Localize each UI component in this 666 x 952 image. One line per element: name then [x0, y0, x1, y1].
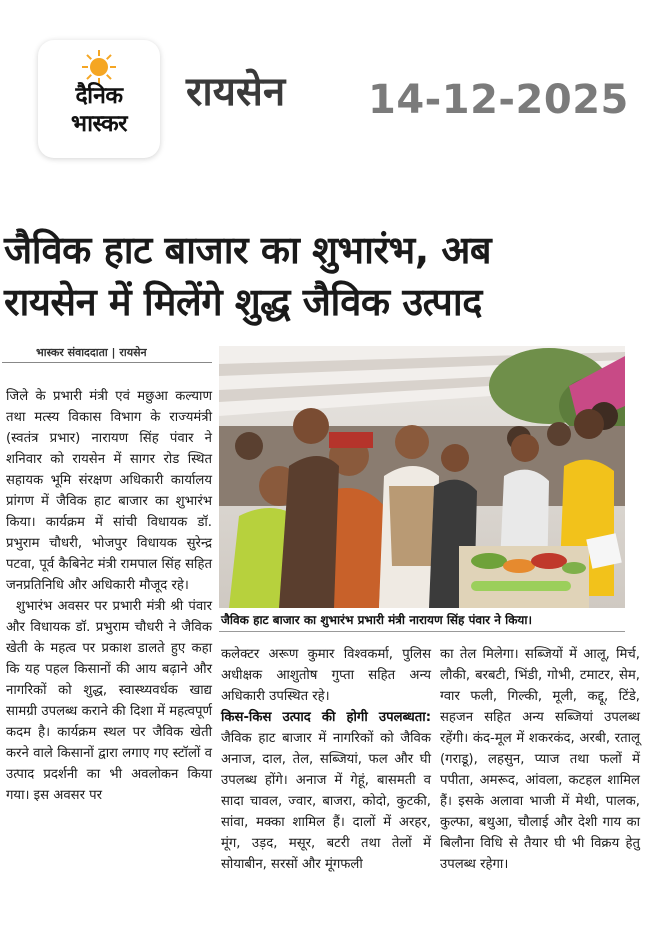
event-photo — [219, 346, 625, 608]
logo-text-bhaskar: भास्कर — [70, 111, 128, 137]
paragraph: कलेक्टर अरूण कुमार विश्वकर्मा, पुलिस अधीक्षक आशुतोष गुप्ता सहित अन्य अधिकारी उपस्थित रहे। — [221, 647, 431, 704]
paragraph: शुभारंभ अवसर पर प्रभारी मंत्री श्री पंवार और विधायक डॉ. प्रभुराम चौधरी ने जैविक खेती के महत्व पर प्रकाश डालते हुए कहा कि यह पहल किसानों की आय बढ़ाने और नागरिकों को शुद्ध, स्वास्थ्यवर्धक खाद्य सामग्री उपलब्ध कराने की दिशा में महत्वपूर्ण कदम है। कार्यक्रम स्थल पर जैविक खेती करने वाले किसानों द्वारा लगाए गए स्टॉलों व उत्पाद प्रदर्शनी का भी अवलोकन किया गया। इस अवसर पर — [6, 599, 212, 803]
article-column-1 — [6, 386, 212, 806]
section-subheading: किस-किस उत्पाद की होगी उपलब्धता: — [221, 710, 431, 725]
headline-line-2: रायसेन में मिलेंगे शुद्ध जैविक उत्पाद — [4, 280, 482, 324]
headline-line-1: जैविक हाट बाजार का शुभारंभ, अब — [4, 228, 492, 272]
paragraph: जिले के प्रभारी मंत्री एवं मछुआ कल्याण तथा मत्स्य विकास विभाग के राज्यमंत्री (स्वतंत्र प्रभार) नारायण सिंह पंवार ने शनिवार को रायसेन में सागर रोड स्थित सहायक भूमि संरक्षण अधिकारी कार्यालय प्रांगण में जैविक हाट बाजार का शुभारंभ किया। कार्यक्रम में सांची विधायक डॉ. प्रभुराम चौधरी, भोजपुर विधायक सुरेन्द्र पटवा, पूर्व कैबिनेट मंत्री रामपाल सिंह सहित जनप्रतिनिधि और अधिकारी मौजूद रहे। — [6, 389, 212, 593]
dainik-bhaskar-logo — [38, 40, 160, 158]
byline-divider — [2, 362, 212, 363]
edition-city: रायसेन — [186, 69, 286, 115]
article-column-3 — [440, 644, 640, 875]
photo-caption: जैविक हाट बाजार का शुभारंभ प्रभारी मंत्री नारायण सिंह पंवार ने किया। — [219, 610, 625, 632]
event-photo-illustration — [219, 346, 625, 608]
sun-icon — [82, 50, 116, 84]
article-headline — [4, 224, 644, 328]
paragraph-text: जैविक हाट बाजार में नागरिकों को जैविक अनाज, दाल, तेल, सब्जियां, फल और घी उपलब्ध होंगे। अनाज में गेहूं, बासमती व सादा चावल, ज्वार, बाजरा, कोदो, कुटकी, सांवा, मक्का शामिल हैं। दालों में अरहर, मूंग, उड़द, मसूर, बटरी तथा तेलों में सोयाबीन, सरसों और मूंगफली — [221, 731, 431, 872]
article-column-2 — [221, 644, 431, 875]
paragraph — [221, 707, 431, 875]
edition-date: 14-12-2025 — [368, 77, 629, 123]
paragraph: का तेल मिलेगा। सब्जियों में आलू, मिर्च, लौकी, बरबटी, भिंडी, गोभी, टमाटर, सेम, ग्वार फली, गिल्की, मूली, कद्दू, टिंडे, सहजन सहित अन्य सब्जियां उपलब्ध रहेंगी। कंद-मूल में शकरकंद, अरबी, रतालू (गराडू), लहसुन, प्याज तथा फलों में पपीता, अमरूद, आंवला, कटहल शामिल हैं। इसके अलावा भाजी में मेथी, पालक, कुल्फा, बथुआ, चौलाई और देशी गाय का बिलौना विधि से तैयार घी भी विक्रय हेतु उपलब्ध रहेगा। — [440, 647, 640, 872]
logo-text-dainik: दैनिक — [75, 83, 123, 109]
byline: भास्कर संवाददाता | रायसेन — [36, 346, 147, 359]
